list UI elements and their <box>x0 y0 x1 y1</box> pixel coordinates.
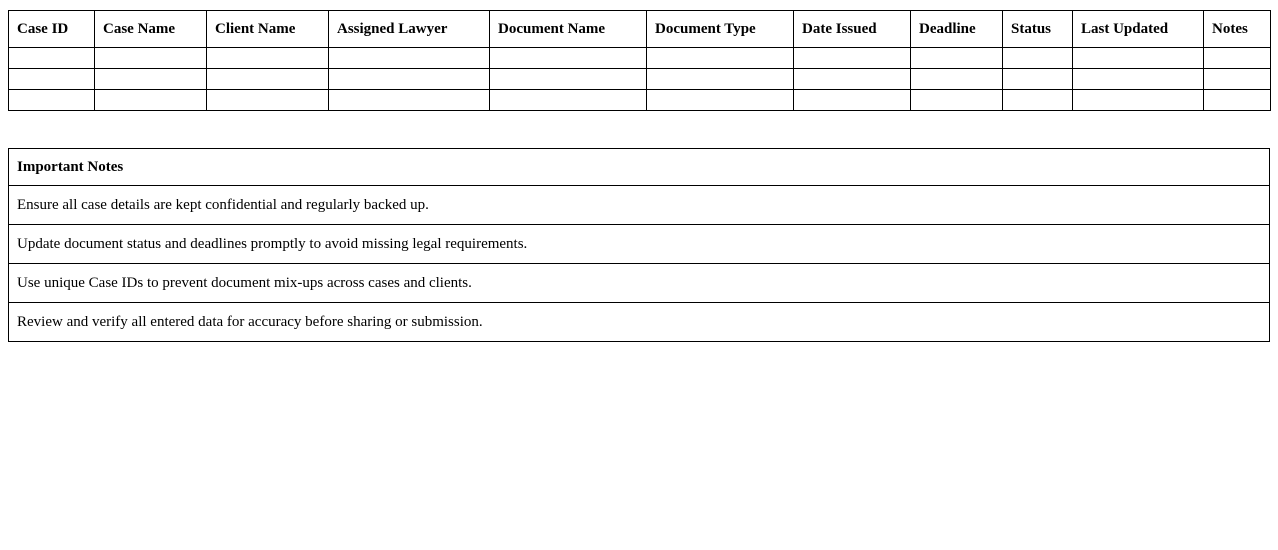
empty-cell[interactable] <box>9 48 95 69</box>
empty-cell[interactable] <box>207 48 329 69</box>
column-header-last-updated: Last Updated <box>1073 11 1204 48</box>
empty-cell[interactable] <box>911 69 1003 90</box>
note-row <box>9 225 1270 264</box>
notes-title: Important Notes <box>9 149 1270 186</box>
empty-cell[interactable] <box>1204 69 1271 90</box>
column-header-case-name: Case Name <box>95 11 207 48</box>
table-row <box>9 48 1271 69</box>
column-header-date-issued: Date Issued <box>794 11 911 48</box>
empty-cell[interactable] <box>794 69 911 90</box>
note-item: Update document status and deadlines promptly to avoid missing legal requirements. <box>9 225 1270 264</box>
empty-cell[interactable] <box>490 48 647 69</box>
note-item: Review and verify all entered data for accuracy before sharing or submission. <box>9 303 1270 342</box>
empty-cell[interactable] <box>490 69 647 90</box>
note-row <box>9 186 1270 225</box>
empty-cell[interactable] <box>1073 69 1204 90</box>
empty-cell[interactable] <box>1003 69 1073 90</box>
column-header-document-type: Document Type <box>647 11 794 48</box>
empty-cell[interactable] <box>794 90 911 111</box>
empty-cell[interactable] <box>207 90 329 111</box>
empty-cell[interactable] <box>207 69 329 90</box>
empty-cell[interactable] <box>329 69 490 90</box>
empty-cell[interactable] <box>1073 48 1204 69</box>
column-header-deadline: Deadline <box>911 11 1003 48</box>
column-header-document-name: Document Name <box>490 11 647 48</box>
empty-cell[interactable] <box>1204 48 1271 69</box>
empty-cell[interactable] <box>95 48 207 69</box>
empty-cell[interactable] <box>794 48 911 69</box>
note-row <box>9 303 1270 342</box>
empty-cell[interactable] <box>1073 90 1204 111</box>
case-table-header-row <box>9 11 1271 48</box>
empty-cell[interactable] <box>95 90 207 111</box>
column-header-notes: Notes <box>1204 11 1271 48</box>
empty-cell[interactable] <box>329 90 490 111</box>
column-header-client-name: Client Name <box>207 11 329 48</box>
empty-cell[interactable] <box>647 90 794 111</box>
empty-cell[interactable] <box>911 90 1003 111</box>
empty-cell[interactable] <box>1204 90 1271 111</box>
empty-cell[interactable] <box>1003 90 1073 111</box>
column-header-case-id: Case ID <box>9 11 95 48</box>
empty-cell[interactable] <box>1003 48 1073 69</box>
empty-cell[interactable] <box>647 48 794 69</box>
note-item: Ensure all case details are kept confidential and regularly backed up. <box>9 186 1270 225</box>
empty-cell[interactable] <box>647 69 794 90</box>
table-row <box>9 90 1271 111</box>
note-row <box>9 264 1270 303</box>
column-header-status: Status <box>1003 11 1073 48</box>
empty-cell[interactable] <box>911 48 1003 69</box>
case-documents-table <box>8 10 1271 111</box>
empty-cell[interactable] <box>9 90 95 111</box>
note-item: Use unique Case IDs to prevent document mix-ups across cases and clients. <box>9 264 1270 303</box>
empty-cell[interactable] <box>9 69 95 90</box>
important-notes-table <box>8 148 1270 342</box>
notes-title-row <box>9 149 1270 186</box>
table-row <box>9 69 1271 90</box>
empty-cell[interactable] <box>329 48 490 69</box>
empty-cell[interactable] <box>95 69 207 90</box>
column-header-assigned-lawyer: Assigned Lawyer <box>329 11 490 48</box>
empty-cell[interactable] <box>490 90 647 111</box>
